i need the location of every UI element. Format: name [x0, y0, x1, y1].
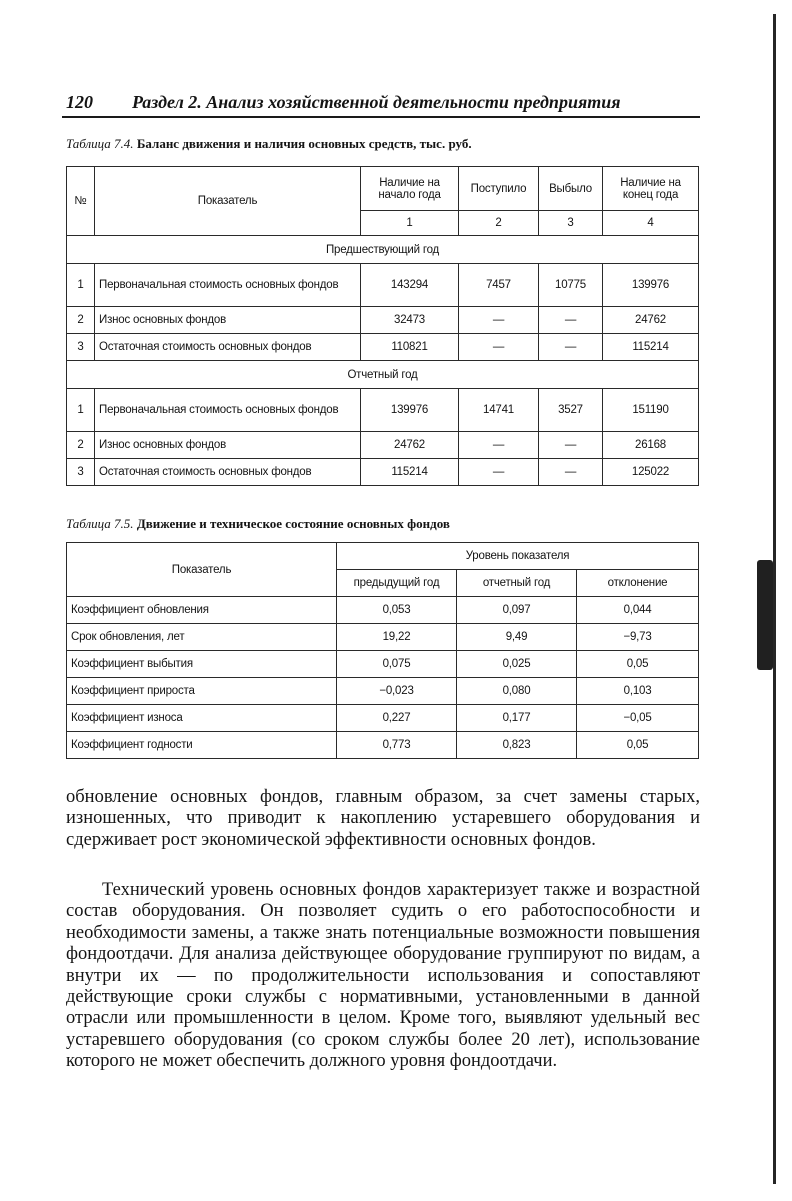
cell-end: 139976 [603, 264, 699, 307]
col-header-indicator: Показатель [95, 167, 361, 236]
row-name: Первоначальная стоимость основных фондов [95, 389, 361, 432]
cell-previous: −0,023 [337, 678, 457, 705]
cell-end: 115214 [603, 334, 699, 361]
col-header-previous: предыдущий год [337, 570, 457, 597]
cell-end: 24762 [603, 307, 699, 334]
table-row [67, 307, 699, 334]
cell-start: 32473 [361, 307, 459, 334]
row-name: Износ основных фондов [95, 307, 361, 334]
body-paragraph: Технический уровень основных фондов характеризует также и возрастной состав оборудования. Он позволяет судить о его работоспособности и необходимости замены, а также знать потенциальные возможности повышения фондоотдачи. Для анализа действующее оборудование группируют по видам, а внутри их — по продолжительности использования и сопоставляют действующие сроки службы с нормативными, установленными в данной отрасли или промышленности в целом. Кроме того, выявляют удельный вес устаревшего оборудования (со сроком службы более 20 лет), использование которого не может обеспечить должного уровня фондоотдачи. [66, 880, 700, 1072]
scan-edge-shadow [773, 14, 776, 1184]
col-header-end: Наличие на конец года [603, 167, 699, 211]
row-name: Коэффициент обновления [67, 597, 337, 624]
row-name: Коэффициент выбытия [67, 651, 337, 678]
row-num: 3 [67, 459, 95, 486]
col-header-deviation: отклонение [577, 570, 699, 597]
cell-received: — [459, 307, 539, 334]
row-num: 2 [67, 307, 95, 334]
cell-start: 115214 [361, 459, 459, 486]
row-name: Остаточная стоимость основных фондов [95, 334, 361, 361]
table-row [67, 432, 699, 459]
cell-received: — [459, 459, 539, 486]
table-row [67, 732, 699, 759]
row-name: Коэффициент годности [67, 732, 337, 759]
row-name: Первоначальная стоимость основных фондов [95, 264, 361, 307]
cell-disposed: — [539, 307, 603, 334]
row-num: 1 [67, 264, 95, 307]
cell-received: — [459, 432, 539, 459]
row-num: 3 [67, 334, 95, 361]
cell-received: 14741 [459, 389, 539, 432]
caption-label: Таблица 7.4. [66, 136, 134, 151]
cell-deviation: 0,05 [577, 651, 699, 678]
table-row [67, 678, 699, 705]
col-header-indicator: Показатель [67, 543, 337, 597]
cell-received: — [459, 334, 539, 361]
cell-current: 0,823 [457, 732, 577, 759]
header-rule [62, 116, 700, 118]
cell-end: 125022 [603, 459, 699, 486]
section-title-reporting-year: Отчетный год [67, 361, 699, 389]
cell-deviation: −9,73 [577, 624, 699, 651]
table-row [67, 597, 699, 624]
fixed-assets-condition-table [66, 542, 699, 759]
cell-previous: 0,075 [337, 651, 457, 678]
cell-disposed: — [539, 432, 603, 459]
cell-disposed: — [539, 334, 603, 361]
cell-deviation: 0,103 [577, 678, 699, 705]
table-row [67, 624, 699, 651]
table-row [67, 705, 699, 732]
body-paragraph: обновление основных фондов, главным образом, за счет замены старых, изношенных, что приводит к накоплению устаревшего оборудования и сдерживает рост экономической эффективности основных фондов. [66, 787, 700, 850]
running-header [66, 92, 700, 118]
col-number: 1 [361, 211, 459, 236]
cell-received: 7457 [459, 264, 539, 307]
fixed-assets-balance-table [66, 166, 699, 486]
section-title-previous-year: Предшествующий год [67, 236, 699, 264]
cell-deviation: 0,044 [577, 597, 699, 624]
row-name: Остаточная стоимость основных фондов [95, 459, 361, 486]
cell-deviation: −0,05 [577, 705, 699, 732]
row-num: 1 [67, 389, 95, 432]
table-row [67, 389, 699, 432]
section-title: Раздел 2. Анализ хозяйственной деятельности предприятия [132, 92, 621, 112]
cell-disposed: — [539, 459, 603, 486]
table-row [67, 459, 699, 486]
row-name: Коэффициент износа [67, 705, 337, 732]
cell-deviation: 0,05 [577, 732, 699, 759]
cell-current: 9,49 [457, 624, 577, 651]
row-num: 2 [67, 432, 95, 459]
caption-title: Баланс движения и наличия основных средств, тыс. руб. [136, 136, 472, 151]
cell-disposed: 3527 [539, 389, 603, 432]
cell-start: 139976 [361, 389, 459, 432]
page-number: 120 [66, 92, 93, 112]
row-name: Коэффициент прироста [67, 678, 337, 705]
scan-ink-blot [757, 560, 773, 670]
cell-current: 0,177 [457, 705, 577, 732]
table-row [67, 334, 699, 361]
row-name: Износ основных фондов [95, 432, 361, 459]
col-header-start: Наличие на начало года [361, 167, 459, 211]
cell-disposed: 10775 [539, 264, 603, 307]
cell-previous: 0,227 [337, 705, 457, 732]
cell-current: 0,025 [457, 651, 577, 678]
col-number: 2 [459, 211, 539, 236]
table-header-row [67, 543, 699, 570]
cell-current: 0,097 [457, 597, 577, 624]
row-name: Срок обновления, лет [67, 624, 337, 651]
cell-start: 110821 [361, 334, 459, 361]
table-7-4-caption [66, 136, 472, 152]
table-row [67, 264, 699, 307]
cell-end: 26168 [603, 432, 699, 459]
table-7-5-caption [66, 516, 450, 532]
table-header-row [67, 167, 699, 211]
col-number: 4 [603, 211, 699, 236]
col-number: 3 [539, 211, 603, 236]
col-header-level: Уровень показателя [337, 543, 699, 570]
cell-end: 151190 [603, 389, 699, 432]
section-row [67, 361, 699, 389]
cell-current: 0,080 [457, 678, 577, 705]
col-header-current: отчетный год [457, 570, 577, 597]
cell-previous: 0,053 [337, 597, 457, 624]
col-header-received: Поступило [459, 167, 539, 211]
cell-start: 24762 [361, 432, 459, 459]
cell-start: 143294 [361, 264, 459, 307]
caption-label: Таблица 7.5. [66, 516, 134, 531]
section-row [67, 236, 699, 264]
col-header-num: № [67, 167, 95, 236]
cell-previous: 0,773 [337, 732, 457, 759]
caption-title: Движение и техническое состояние основных фондов [136, 516, 450, 531]
col-header-disposed: Выбыло [539, 167, 603, 211]
cell-previous: 19,22 [337, 624, 457, 651]
table-row [67, 651, 699, 678]
